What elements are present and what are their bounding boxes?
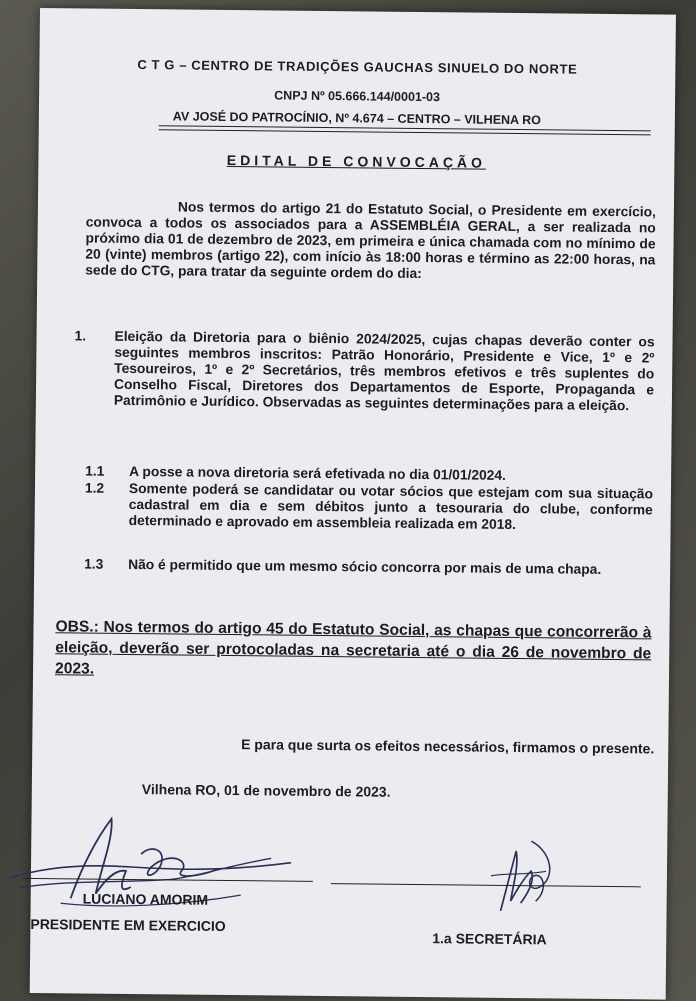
agenda-item-1 bbox=[74, 328, 655, 414]
document-title: EDITAL DE CONVOCAÇÃO bbox=[226, 151, 487, 171]
place-date: Vilhena RO, 01 de novembro de 2023. bbox=[141, 781, 391, 800]
obs-note: OBS.: Nos termos do artigo 45 do Estatuto Social, as chapas que concorrerão à eleição, deverão ser protocoladas na secretaria até o dia 26 de novembro de 2023. bbox=[54, 618, 652, 678]
sub-item-number: 1.1 bbox=[85, 463, 105, 479]
org-name: C T G – CENTRO DE TRADIÇÕES GAUCHAS SINUELO DO NORTE bbox=[137, 57, 578, 77]
sub-item-number: 1.2 bbox=[84, 480, 105, 496]
intro-paragraph: Nos termos do artigo 21 do Estatuto Social, o Presidente em exercício, convoca a todos os associados para a ASSEMBLÉIA GERAL, a ser realizada no próximo dia 01 de dezembro de 2023, em primeira e única chamada com no mínimo de 20 (vinte) membros (artigo 22), com início às 18:00 horas e término as 22:00 horas, na sede do CTG, para tratar da seguinte ordem do dia: bbox=[85, 199, 656, 282]
president-role: PRESIDENTE EM EXERCICIO bbox=[30, 915, 226, 934]
document-page bbox=[30, 8, 676, 1000]
agenda-item-number: 1. bbox=[74, 328, 87, 344]
secretary-role: 1.a SECRETÁRIA bbox=[432, 930, 547, 948]
sub-item-text: Não é permitido que um mesmo sócio concorra por mais de uma chapa. bbox=[128, 556, 602, 577]
org-address: AV JOSÉ DO PATROCÍNIO, Nº 4.674 – CENTRO – VILHENA RO bbox=[172, 109, 541, 128]
agenda-item-text: Eleição da Diretoria para o biênio 2024/2025, cujas chapas deverão conter os seguintes membros inscritos: Patrão Honorário, Presidente e Vice, 1º e 2º Tesoureiros, 1º e 2º Secretários, três membros efetivos e três suplentes do Conselho Fiscal, Diretores dos Departamentos de Esporte, Propaganda e Patrimônio e Jurídico. Observadas as seguintes determinações para a eleição. bbox=[113, 328, 655, 414]
closing-statement: E para que surta os efeitos necessários, firmamos o presente. bbox=[241, 736, 655, 757]
sub-item-1-3 bbox=[84, 556, 652, 577]
org-cnpj: CNPJ Nº 05.666.144/0001-03 bbox=[274, 88, 441, 105]
sub-item-number: 1.3 bbox=[84, 556, 104, 572]
president-name: LUCIANO AMORIM bbox=[82, 890, 209, 908]
secretary-signature bbox=[470, 831, 561, 922]
sub-item-text: A posse a nova diretoria será efetivada no dia 01/01/2024. bbox=[129, 463, 506, 483]
sub-item-1-1 bbox=[85, 463, 653, 483]
sub-item-text: Somente poderá se candidatar ou votar sócios que estejam com sua situação cadastral em dia e sem débitos junto a tesouraria do clube, conforme determinado e aprovado em assembleia realizada em 2018. bbox=[128, 480, 654, 533]
